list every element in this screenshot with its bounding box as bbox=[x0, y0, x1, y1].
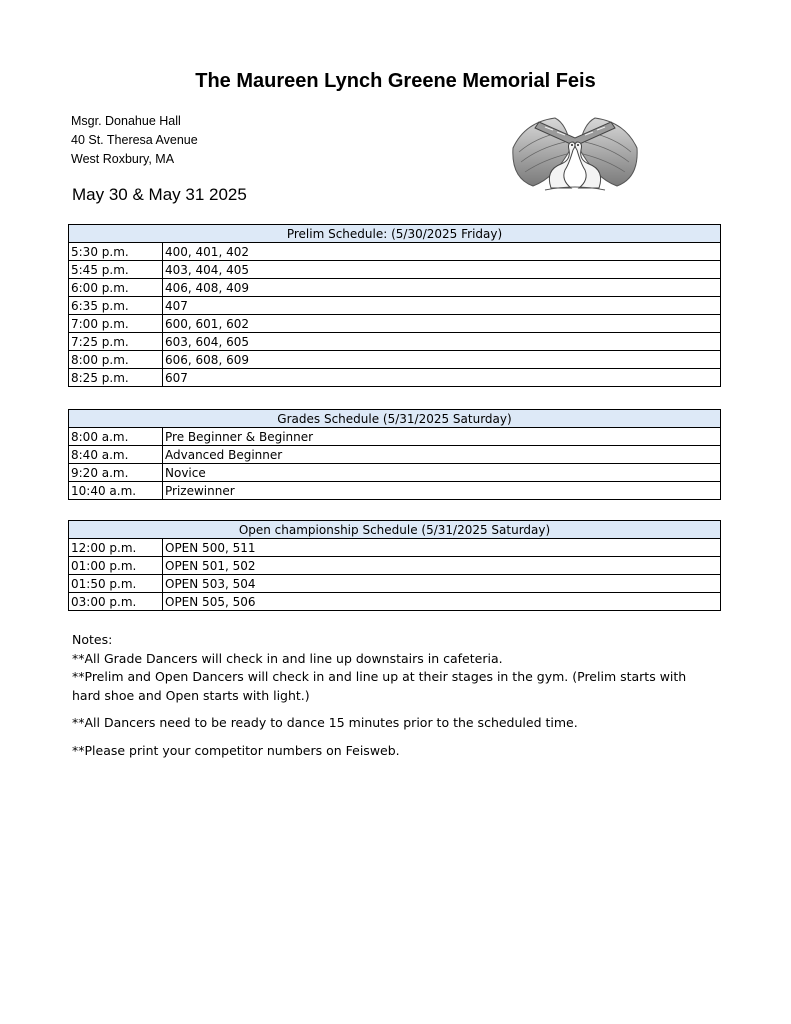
table-row bbox=[69, 243, 721, 261]
events-cell: 407 bbox=[163, 297, 721, 315]
events-cell: 600, 601, 602 bbox=[163, 315, 721, 333]
time-cell: 12:00 p.m. bbox=[69, 539, 163, 557]
note-line: **Please print your competitor numbers on Feisweb. bbox=[72, 742, 400, 758]
events-cell: OPEN 503, 504 bbox=[163, 575, 721, 593]
time-cell: 8:00 p.m. bbox=[69, 351, 163, 369]
table-row bbox=[69, 482, 721, 500]
notes-heading: Notes: bbox=[72, 632, 113, 647]
time-cell: 01:50 p.m. bbox=[69, 575, 163, 593]
events-cell: Pre Beginner & Beginner bbox=[163, 428, 721, 446]
note-line: **All Grade Dancers will check in and line up downstairs in cafeteria. bbox=[72, 650, 503, 666]
events-cell: 606, 608, 609 bbox=[163, 351, 721, 369]
table-header: Open championship Schedule (5/31/2025 Saturday) bbox=[69, 521, 721, 539]
time-cell: 03:00 p.m. bbox=[69, 593, 163, 611]
venue-address bbox=[71, 112, 198, 169]
grades-schedule-table bbox=[68, 409, 721, 500]
table-row bbox=[69, 575, 721, 593]
table-header: Grades Schedule (5/31/2025 Saturday) bbox=[69, 410, 721, 428]
page-title: The Maureen Lynch Greene Memorial Feis bbox=[195, 70, 596, 92]
events-cell: Advanced Beginner bbox=[163, 446, 721, 464]
events-cell: 400, 401, 402 bbox=[163, 243, 721, 261]
table-header: Prelim Schedule: (5/30/2025 Friday) bbox=[69, 225, 721, 243]
time-cell: 10:40 a.m. bbox=[69, 482, 163, 500]
events-cell: Novice bbox=[163, 464, 721, 482]
time-cell: 6:35 p.m. bbox=[69, 297, 163, 315]
table-row bbox=[69, 351, 721, 369]
time-cell: 8:40 a.m. bbox=[69, 446, 163, 464]
address-line: 40 St. Theresa Avenue bbox=[71, 133, 198, 147]
time-cell: 9:20 a.m. bbox=[69, 464, 163, 482]
table-row bbox=[69, 428, 721, 446]
time-cell: 5:30 p.m. bbox=[69, 243, 163, 261]
table-row bbox=[69, 539, 721, 557]
time-cell: 8:25 p.m. bbox=[69, 369, 163, 387]
events-cell: OPEN 500, 511 bbox=[163, 539, 721, 557]
table-row bbox=[69, 593, 721, 611]
table-row bbox=[69, 279, 721, 297]
time-cell: 5:45 p.m. bbox=[69, 261, 163, 279]
events-cell: OPEN 501, 502 bbox=[163, 557, 721, 575]
swan-dancers-logo bbox=[505, 108, 645, 194]
time-cell: 8:00 a.m. bbox=[69, 428, 163, 446]
time-cell: 6:00 p.m. bbox=[69, 279, 163, 297]
table-row bbox=[69, 557, 721, 575]
time-cell: 7:25 p.m. bbox=[69, 333, 163, 351]
table-row bbox=[69, 446, 721, 464]
time-cell: 7:00 p.m. bbox=[69, 315, 163, 333]
prelim-schedule-table bbox=[68, 224, 721, 387]
table-row bbox=[69, 333, 721, 351]
table-row bbox=[69, 464, 721, 482]
address-line: West Roxbury, MA bbox=[71, 152, 175, 166]
table-row bbox=[69, 261, 721, 279]
events-cell: Prizewinner bbox=[163, 482, 721, 500]
events-cell: 403, 404, 405 bbox=[163, 261, 721, 279]
note-line: **Prelim and Open Dancers will check in and line up at their stages in the gym. (Prelim starts with hard shoe and Open starts with light.) bbox=[72, 669, 687, 703]
table-row bbox=[69, 369, 721, 387]
notes-section bbox=[72, 631, 712, 760]
events-cell: 603, 604, 605 bbox=[163, 333, 721, 351]
table-row bbox=[69, 297, 721, 315]
table-row bbox=[69, 315, 721, 333]
address-line: Msgr. Donahue Hall bbox=[71, 114, 181, 128]
event-date: May 30 & May 31 2025 bbox=[72, 185, 247, 204]
open-championship-schedule-table bbox=[68, 520, 721, 611]
time-cell: 01:00 p.m. bbox=[69, 557, 163, 575]
events-cell: 607 bbox=[163, 369, 721, 387]
events-cell: OPEN 505, 506 bbox=[163, 593, 721, 611]
events-cell: 406, 408, 409 bbox=[163, 279, 721, 297]
note-line: **All Dancers need to be ready to dance 15 minutes prior to the scheduled time. bbox=[72, 715, 578, 730]
